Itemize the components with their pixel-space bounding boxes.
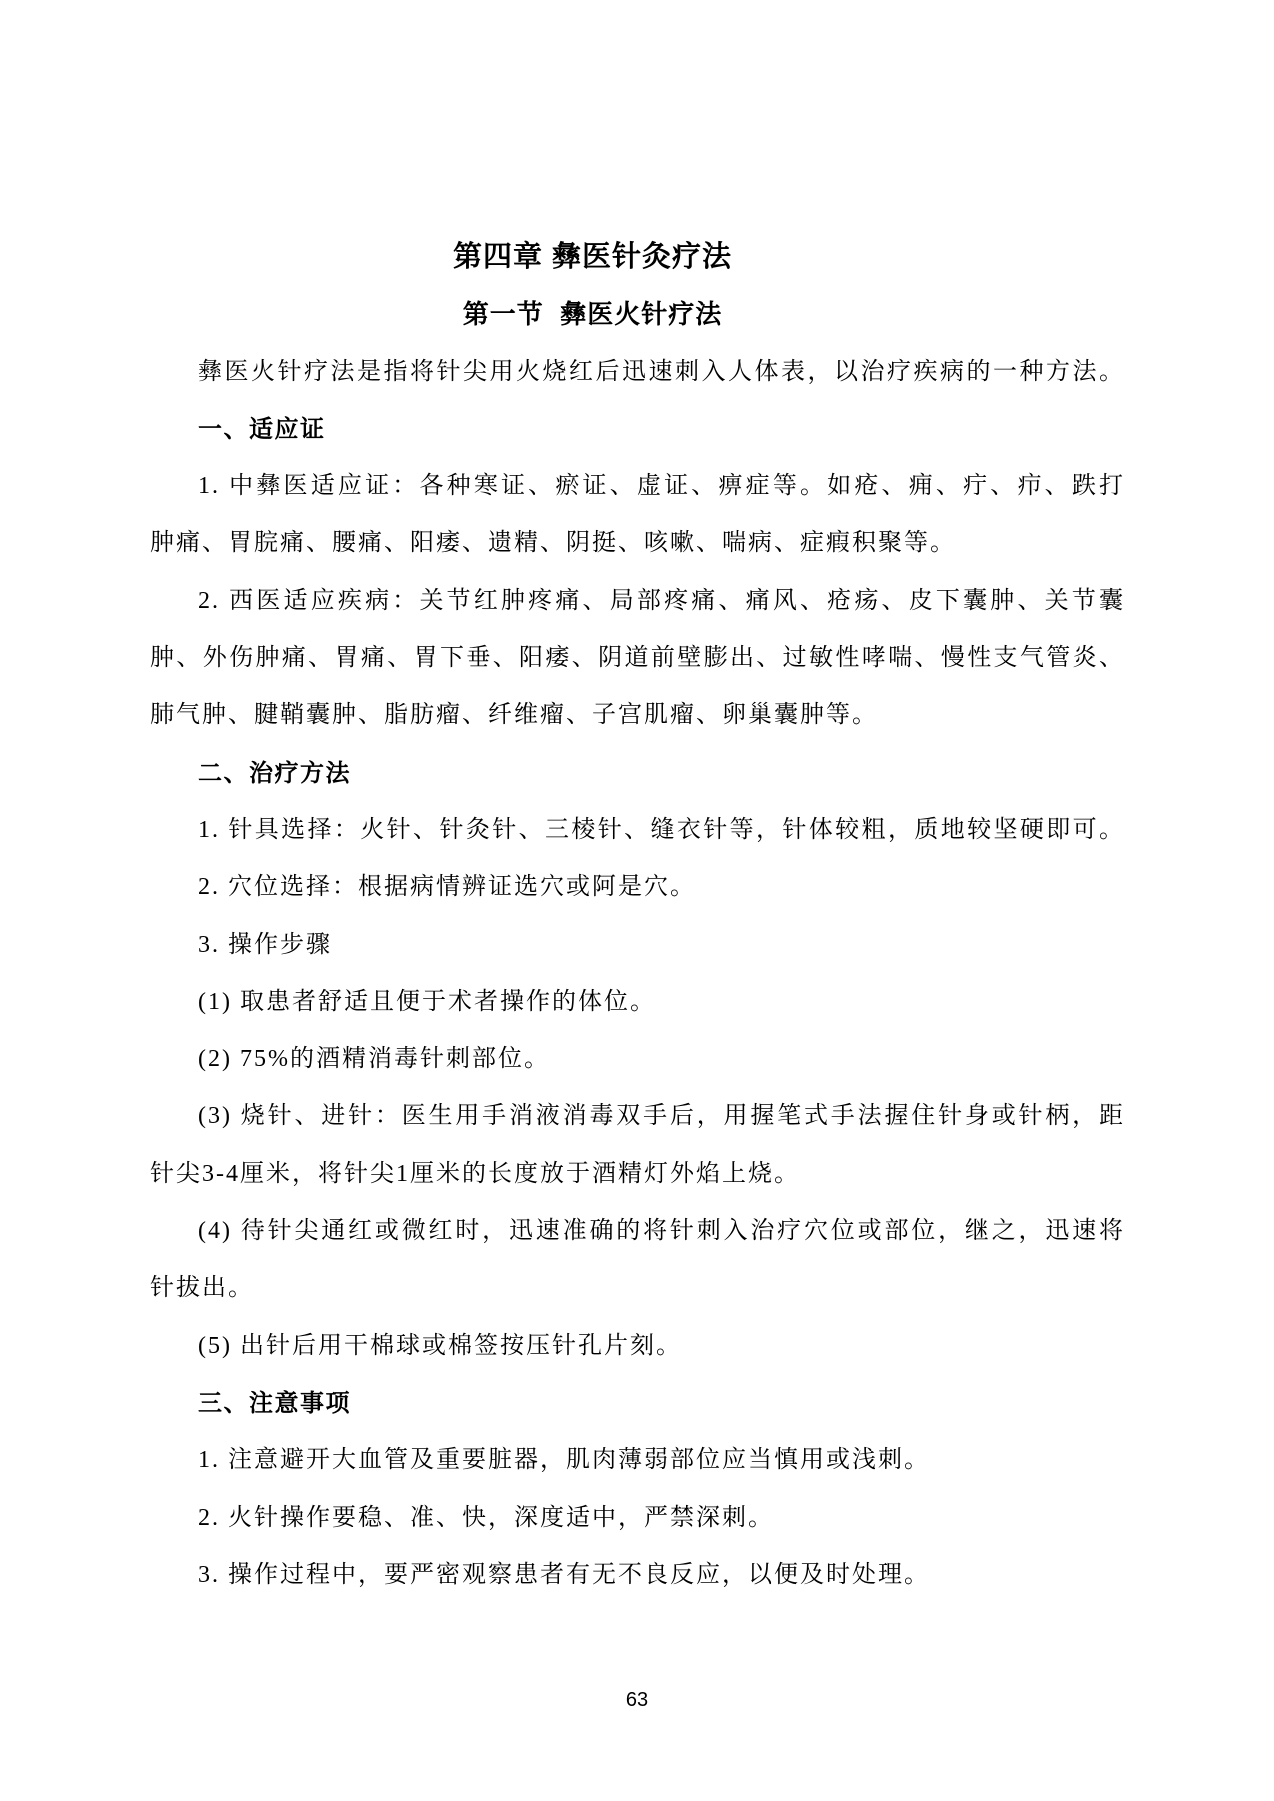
body-line: (4) 待针尖通红或微红时，迅速准确的将针刺入治疗穴位或部位，继之，迅速将 [198,1218,1125,1245]
body-line: 2. 穴位选择：根据病情辨证选穴或阿是穴。 [198,874,696,901]
body-line: 3. 操作步骤 [198,931,332,958]
body-line: 肺气肿、腱鞘囊肿、脂肪瘤、纤维瘤、子宫肌瘤、卵巢囊肿等。 [150,702,878,729]
heading-treatment-method: 二、治疗方法 [198,759,351,787]
chapter-title: 第四章 彝医针灸疗法 [452,241,733,273]
body-line: 3. 操作过程中，要严密观察患者有无不良反应，以便及时处理。 [198,1561,930,1588]
body-line: 肿、外伤肿痛、胃痛、胃下垂、阳痿、阴道前壁膨出、过敏性哮喘、慢性支气管炎、 [150,645,1125,672]
body-line: 2. 火针操作要稳、准、快，深度适中，严禁深刺。 [198,1504,774,1531]
body-line: 肿痛、胃脘痛、腰痛、阳痿、遗精、阴挺、咳嗽、喘病、症瘕积聚等。 [150,530,956,557]
body-line: 针尖3-4厘米，将针尖1厘米的长度放于酒精灯外焰上烧。 [150,1160,800,1187]
body-line: 1. 针具选择：火针、针灸针、三棱针、缝衣针等，针体较粗，质地较坚硬即可。 [198,816,1125,843]
body-line: (2) 75%的酒精消毒针刺部位。 [198,1046,550,1073]
body-line: 1. 中彝医适应证：各种寒证、瘀证、虚证、痹症等。如疮、痈、疔、疖、跌打 [198,473,1125,500]
heading-indications: 一、适应证 [198,415,326,443]
document-body [150,229,1125,1604]
body-line: (1) 取患者舒适且便于术者操作的体位。 [198,988,656,1015]
section-title: 第一节 彝医火针疗法 [462,299,723,330]
heading-precautions: 三、注意事项 [198,1389,351,1417]
body-line: 1. 注意避开大血管及重要脏器，肌肉薄弱部位应当慎用或浅刺。 [198,1447,930,1474]
page-number: 63 [625,1689,649,1711]
body-line: 2. 西医适应疾病：关节红肿疼痛、局部疼痛、痛风、疮疡、皮下囊肿、关节囊 [198,587,1125,614]
intro-paragraph-line: 彝医火针疗法是指将针尖用火烧红后迅速刺入人体表，以治疗疾病的一种方法。 [198,358,1125,385]
body-line: 针拔出。 [150,1275,254,1302]
body-line: (5) 出针后用干棉球或棉签按压针孔片刻。 [198,1332,682,1359]
body-line: (3) 烧针、进针：医生用手消液消毒双手后，用握笔式手法握住针身或针柄，距 [198,1103,1125,1130]
